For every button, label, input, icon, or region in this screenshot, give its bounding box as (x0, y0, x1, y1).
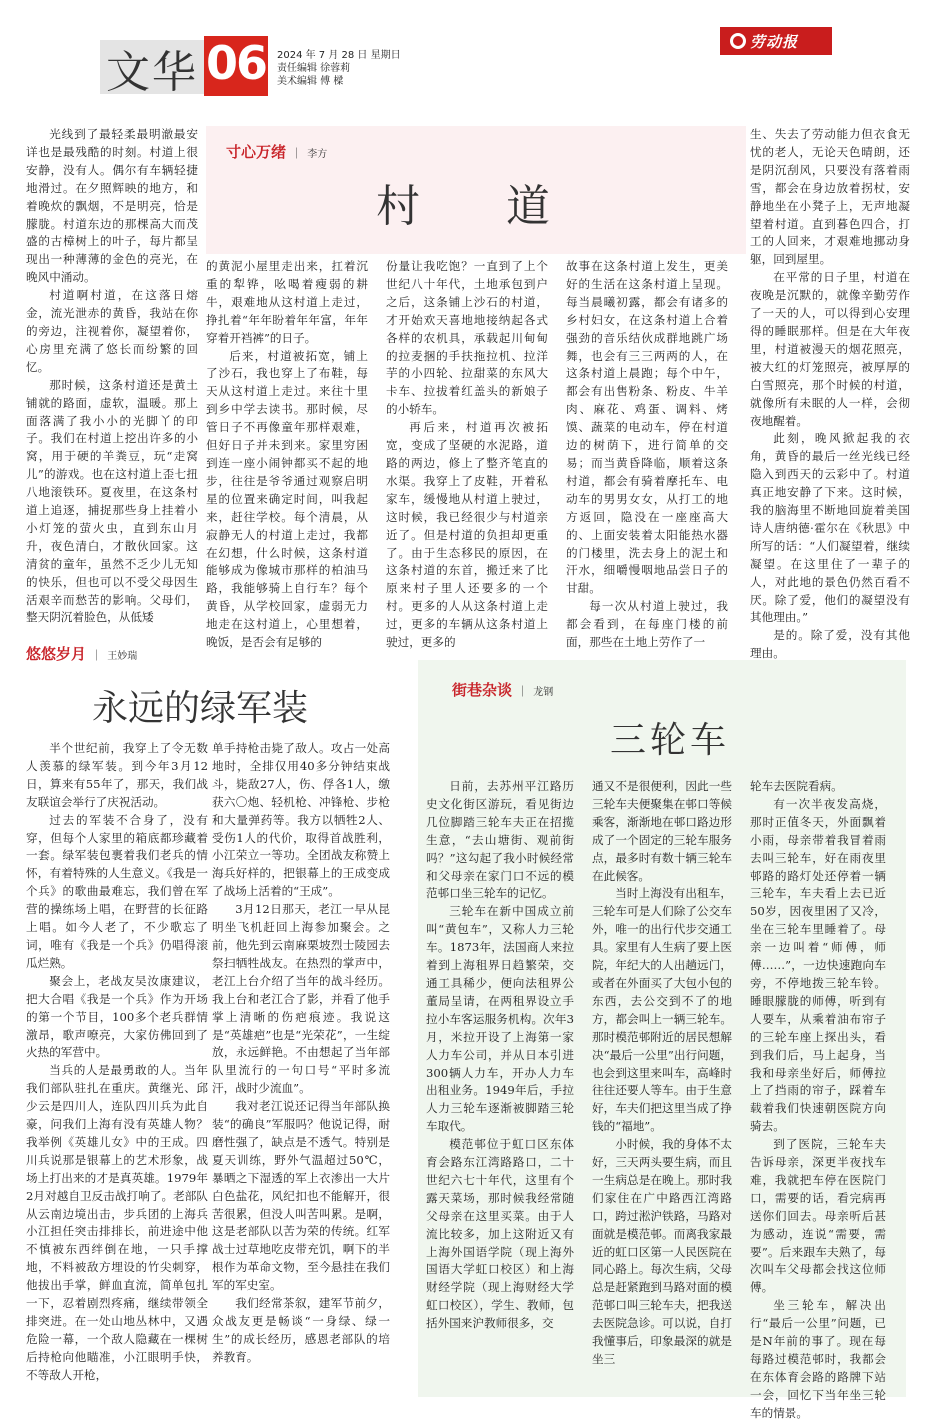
paragraph: 我们经常茶叙，建军节前夕，众战友更是畅谈“一身绿、绿一生”的成长经历，感恩老部队的培养教育。 (212, 1296, 390, 1364)
tricycle-column-header (452, 679, 553, 700)
village-column-header (226, 141, 327, 162)
paragraph: 我对老江说还记得当年部队换装“的确良”军服吗？他说记得，耐磨性强了，缺点是不透气。特别是夏天训练，野外气温超过50℃，暴晒之下湿透的军上衣渗出一大片白色盐花，风纪扣也不能解开，很苦很累，但没人叫苦叫累。是啊，这是老部队以苦为荣的传统。红军战士过草地吃皮带充饥，啊下的半根作为革命文物，至今悬挂在我们军的军史室。 (212, 1099, 390, 1293)
village-column-3 (386, 258, 548, 650)
issue-date: 2024 年 7 月 28 日 星期日 (277, 50, 401, 61)
paragraph: 在平常的日子里，村道在夜晚是沉默的，就像辛勤劳作了一天的人，可以得到心安理得的睡眠那样。但是在大年夜里，村道被漫天的烟花照亮，被大红的灯笼照亮，被厚厚的白雪照亮，那个时候的村道，就像所有未眠的人一样，会彻夜地醒着。 (750, 270, 910, 428)
paragraph: 当时上海没有出租车，三轮车可是人们除了公交车外，唯一的出行代步交通工具。家里有人生病了要上医院，年纪大的人出趟远门，或者在外面买了大包小包的东西，去公交到不了的地方，都会叫上一辆三轮车。那时模范邨附近的居民想解决“最后一公里”出行问题，也会到这里来叫车，高峰时往往还要人等车。由于生意好，车夫们把这里当成了挣钱的“福地”。 (592, 886, 732, 1134)
paragraph: 有一次半夜发高烧，那时正值冬天，外面飘着小雨，母亲带着我冒着雨去叫三轮车，好在雨夜里邨路的路灯处还停着一辆三轮车，车夫看上去已近50岁，因夜里困了又冷，坐在三轮车里睡着了。母亲一边叫着“师傅，师傅……”，一边快速跑向车旁，不停地拨三轮车铃。睡眼朦胧的师傅，听到有人要车，从乘着油布帘子的三轮车座上探出头，看到我们后，马上起身，当我和母亲坐好后，师傅拉上了挡雨的帘子，踩着车载着我们快速朝医院方向骑去。 (750, 796, 886, 1134)
greenarmy-column-1 (26, 740, 208, 1380)
column-divider: ｜ (91, 649, 103, 662)
paragraph: 生、失去了劳动能力但衣食无忧的老人，无论天色晴朗，还是阴沉刮风，只要没有落着雨雪，都会在身边放着拐杖，安静地坐在小凳子上，无声地凝望着村道。直到暮色四合，打工的人回来，才艰难地挪动身躯，回到屋里。 (750, 127, 910, 267)
village-column-2 (206, 258, 368, 650)
greenarmy-title: 永远的绿军装 (92, 688, 309, 729)
village-column-1 (26, 126, 198, 625)
author-name: 李方 (307, 149, 328, 160)
greenarmy-column-2 (212, 740, 390, 1380)
paragraph: 再后来，村道再次被拓宽，变成了坚硬的水泥路，道路的两边，修上了整齐笔直的水渠。我穿上了皮鞋，开着私家车，缓慢地从村道上驶过，这时候，我已经很少与村道亲近了。但是村道的负担却更重了。由于生态移民的原因，在这条村道的东首，搬迁来了比原来村子里人还要多的一个村。更多的人从这条村道上走过，更多的车辆从这条村道上驶过，更多的 (386, 420, 548, 650)
paragraph: 到了医院，三轮车夫告诉母亲，深更半夜找车难，我就把车停在医院门口，需要的话，看完病再送你们回去。母亲听后甚为感动，连说“需要，需要”。后来跟车夫熟了，每次叫车父母都会找这位师傅。 (750, 1137, 886, 1295)
tricycle-title: 三轮车 (610, 720, 731, 761)
paragraph: 小时候，我的身体不太好，三天两头要生病，而且一生病总是在晚上。那时我们家住在广中路西江湾路口，跨过淞沪铁路，马路对面就是模范邨。而离我家最近的虹口区第一人民医院在同心路上。每次生病，父母总是赶紧跑到马路对面的模范邨口叫三轮车夫，把我送去医院急诊。可以说，自打我懂事后，印象最深的就是坐三 (592, 1137, 732, 1366)
paragraph: 3月12日那天，老江一早从昆明坐飞机赶回上海参加聚会。之前，他先到云南麻栗坡烈士陵园去祭扫牺牲战友。在热烈的掌声中，老江上台介绍了当年的战斗经历。我上台和老江合了影，并看了他手掌上清晰的伤疤痕迹。我说这是“英雄疤”也是“光荣花”，一生绽放，永远鲜艳。不由想起了当年部队里流行的一句口号“平时多流汗，战时少流血”。 (212, 902, 390, 1096)
paragraph: 过去的军装不合身了，没有穿，但每个人家里的箱底都珍藏着一套。绿军装包裹着我们老兵的情怀，有着特殊的人生意义。《我是一个兵》的歌曲最难忘，我们曾在军营的操练场上唱，在野营的长征路上唱。如今人老了，不少歌忘了词，唯有《我是一个兵》仍唱得滚瓜烂熟。 (26, 812, 208, 970)
paragraph: 三轮车在新中国成立前叫“黄包车”，又称人力三轮车。1873年，法国商人来拉着到上海租界日趋繁荣，交通工具稀少，便向法租界公董局呈请，在两租界设立手拉小车客运服务机构。次年3月，米拉开设了上海第一家人力车公司，并从日本引进300辆人力车，开办人力车出租业务。1949年后，手拉人力三轮车逐渐被脚踏三轮车取代。 (426, 904, 574, 1134)
author-name: 王妙瑞 (107, 651, 138, 662)
tricycle-column-1 (426, 778, 574, 1382)
column-label: 街巷杂谈 (452, 681, 513, 699)
tricycle-column-2 (592, 778, 732, 1382)
paragraph: 单手持枪击毙了敌人。攻占一处高地时，全排仅用40多分钟结束战斗，毙敌27人，伤、俘各1人，缴获六〇炮、轻机枪、冲锋枪、步枪和大量弹药等。我方以牺牲2人、受伤1人的代价，取得首战胜利，小江荣立一等功。全团战友称赞上海兵好样的，把银幕上的王成变成了战场上活着的“王成”。 (212, 741, 390, 899)
paragraph: 通又不是很便利，因此一些三轮车夫便聚集在邨口等候乘客，渐渐地在邨口路边形成了一个固定的三轮车服务点，最多时有数十辆三轮车在此候客。 (592, 779, 732, 883)
column-divider: ｜ (291, 147, 303, 160)
paragraph: 半个世纪前，我穿上了令无数人羡慕的绿军装。到今年3月12日，算来有55年了，那天，我们战友联谊会举行了庆祝活动。 (26, 741, 208, 809)
section-name: 文华 (106, 47, 198, 98)
paragraph: 每一次从村道上驶过，我都会看到，在每座门楼的前面，那些在土地上劳作了一 (566, 599, 728, 650)
art-editor: 美术编辑 傅 樑 (277, 76, 344, 87)
paragraph: 模范邨位于虹口区东体育会路东江湾路路口，二十世纪六七十年代，这里有个露天菜场，那时候我经常随父母亲在这里买菜。由于人流比较多，加上这附近又有上海外国语学院（现上海外国语大学虹口校区）和上海财经学院（现上海财经大学虹口校区），学生、教师，包括外国来沪教师很多，交 (426, 1137, 574, 1331)
paragraph: 是的。除了爱，没有其他理由。 (750, 628, 910, 661)
paragraph: 的黄泥小屋里走出来，扛着沉重的犁铧，吆喝着瘦弱的耕牛，艰难地从这村道上走过，挣扎着“年年盼着年年富，年年穿着开裆裤”的日子。 (206, 259, 368, 345)
logo-mark-icon (730, 33, 746, 49)
paragraph: 后来，村道被拓宽，铺上了沙石，我也穿上了布鞋，每天从这村道上走过。来往十里到乡中学去读书。那时候，尽管日子不再像童年那样艰难，但好日子并未到来。家里穷困到连一座小闹钟都买不起的地步，往往是爷爷通过观察启明星的位置来确定时间，叫我起来，赶往学校。每个清晨，从寂静无人的村道上走过，我都在幻想，什么时候，这条村道能够成为像城市那样的柏油马路，我能够骑上自行车？每个黄昏，从学校回家，虚弱无力地走在这村道上，心里想着，晚饭，是否会有足够的 (206, 348, 368, 650)
paragraph: 村道啊村道，在这落日熔金，流光泄赤的黄昏，我站在你的旁边，注视着你，凝望着你，心房里充满了悠长而纷繁的回忆。 (26, 288, 198, 374)
paragraph: 轮车去医院看病。 (750, 779, 843, 793)
column-label: 悠悠岁月 (26, 645, 87, 663)
page-number: 06 (206, 36, 267, 90)
greenarmy-column-header (26, 643, 137, 664)
village-column-4 (566, 258, 728, 650)
village-column-5 (750, 126, 910, 661)
logo-text: 劳动报 (750, 33, 799, 51)
paragraph: 故事在这条村道上发生，更美好的生活在这条村道上呈现。每当晨曦初露，都会有诸多的乡村妇女，在这条村道上合着强劲的音乐结伙成群地跳广场舞，也会有三三两两的人，在这条村道上晨跑；每个中午，都会有出售粉条、粉皮、牛羊肉、麻花、鸡蛋、调料、烤馍、蔬菜的电动车，停在村道边的树荫下，进行简单的交易；而当黄昏降临，顺着这条村道，都会有骑着摩托车、电动车的男男女女，从打工的地方返回，隐没在一座座高大的、上面安装着太阳能热水器的门楼里，洗去身上的泥土和汗水，细嚼慢咽地品尝日子的甘甜。 (566, 259, 728, 596)
paragraph: 当兵的人是最勇敢的人。当年我们部队驻扎在重庆。黄继光、邱少云是四川人，连队四川兵为此自豪，问我们上海有没有英雄人物？我举例《英雄儿女》中的王成。四川兵说那是银幕上的艺术形象，战场上打出来的才是真英雄。1979年2月对越自卫反击战打响了。老部队从云南边境出击，步兵团的上海兵小江担任突击排排长，前进途中他不慎被东西绊倒在地，一只手撑地，不料被敌方埋设的竹尖刺穿，他拔出手掌，鲜血直流，简单包扎一下，忍着剧烈疼痛，继续带领全排突进。在一处山地丛林中，又遇危险一幕，一个敌人隐藏在一棵树后持枪向他瞄准，小江眼明手快，不等敌人开枪， (26, 1063, 208, 1382)
responsible-editor: 责任编辑 徐蓉莉 (277, 63, 351, 74)
paragraph: 坐三轮车，解决出行“最后一公里”问题，已是N年前的事了。现在每每路过模范邨时，我都会在东体育会路的路牌下站一会，回忆下当年坐三轮车的情景。 (750, 1298, 886, 1420)
tricycle-column-3 (750, 778, 886, 1420)
paragraph: 那时候，这条村道还是黄土铺就的路面，虚软，温暖。那上面落满了我小小的光脚丫的印子。我们在村道上挖出许多的小窝，用于硬的羊粪豆，玩“走窝儿”的游戏。也在这村道上歪七扭八地滚铁环。夏夜里，在这条村道上追逐，捕捉那些身上挂着小小灯笼的萤火虫，直到东山月升，夜色清白，才散伙回家。这清贫的童年，虽然不乏少儿无知的快乐，但也可以不受父母因生活艰辛而愁苦的影响。父母们，整天阴沉着脸色，从低矮 (26, 377, 198, 625)
paragraph: 此刻，晚风掀起我的衣角，黄昏的最后一丝光线已经隐入到西天的云彩中了。村道真正地安静了下来。这时候，我的脑海里不断地回旋着美国诗人唐纳德·霍尔在《秋思》中所写的话：“人们凝望着，继续凝望。在这里住了一辈子的人，对此地的景色仍然百看不厌。除了爱，他们的凝望没有其他理由。” (750, 431, 910, 625)
author-name: 龙钢 (533, 687, 554, 698)
column-divider: ｜ (517, 685, 529, 698)
column-label: 寸心万绪 (226, 143, 287, 161)
paragraph: 份量让我吃饱？一直到了上个世纪八十年代，土地承包到户之后，这条铺上沙石的村道，才开始欢天喜地地接纳起各式各样的农机具，承载起川甸甸的拉麦捆的手扶拖拉机、拉洋芋的小四轮、拉甜菜的东风大卡车、拉拔着红盖头的新娘子的小轿车。 (386, 259, 548, 417)
paragraph: 聚会上，老战友吴汝康建议，把大合唱《我是一个兵》作为开场的第一个节目，100多个老兵群情激昂，歌声嘹亮，大家仿佛回到了火热的军营中。 (26, 973, 208, 1060)
paragraph: 光线到了最轻柔最明澈最安详也是最残酷的时刻。村道上很安静，没有人。偶尔有车辆轻捷地滑过。在夕照辉映的地方，和着晚炊的飘烟，不是明亮，恰是朦胧。村道东边的那棵高大而茂盛的古樟树上的叶子，每片都呈现出一种薄薄的金色的亮光，在晚风中涌动。 (26, 127, 198, 285)
paragraph: 日前，去苏州平江路历史文化街区游玩，看见街边几位脚踏三轮车夫正在招揽生意，“去山塘街、观前街吗？”这勾起了我小时候经常和父母亲在家门口不远的模范邨口坐三轮车的记忆。 (426, 779, 574, 901)
village-title: 村道 (376, 181, 636, 232)
